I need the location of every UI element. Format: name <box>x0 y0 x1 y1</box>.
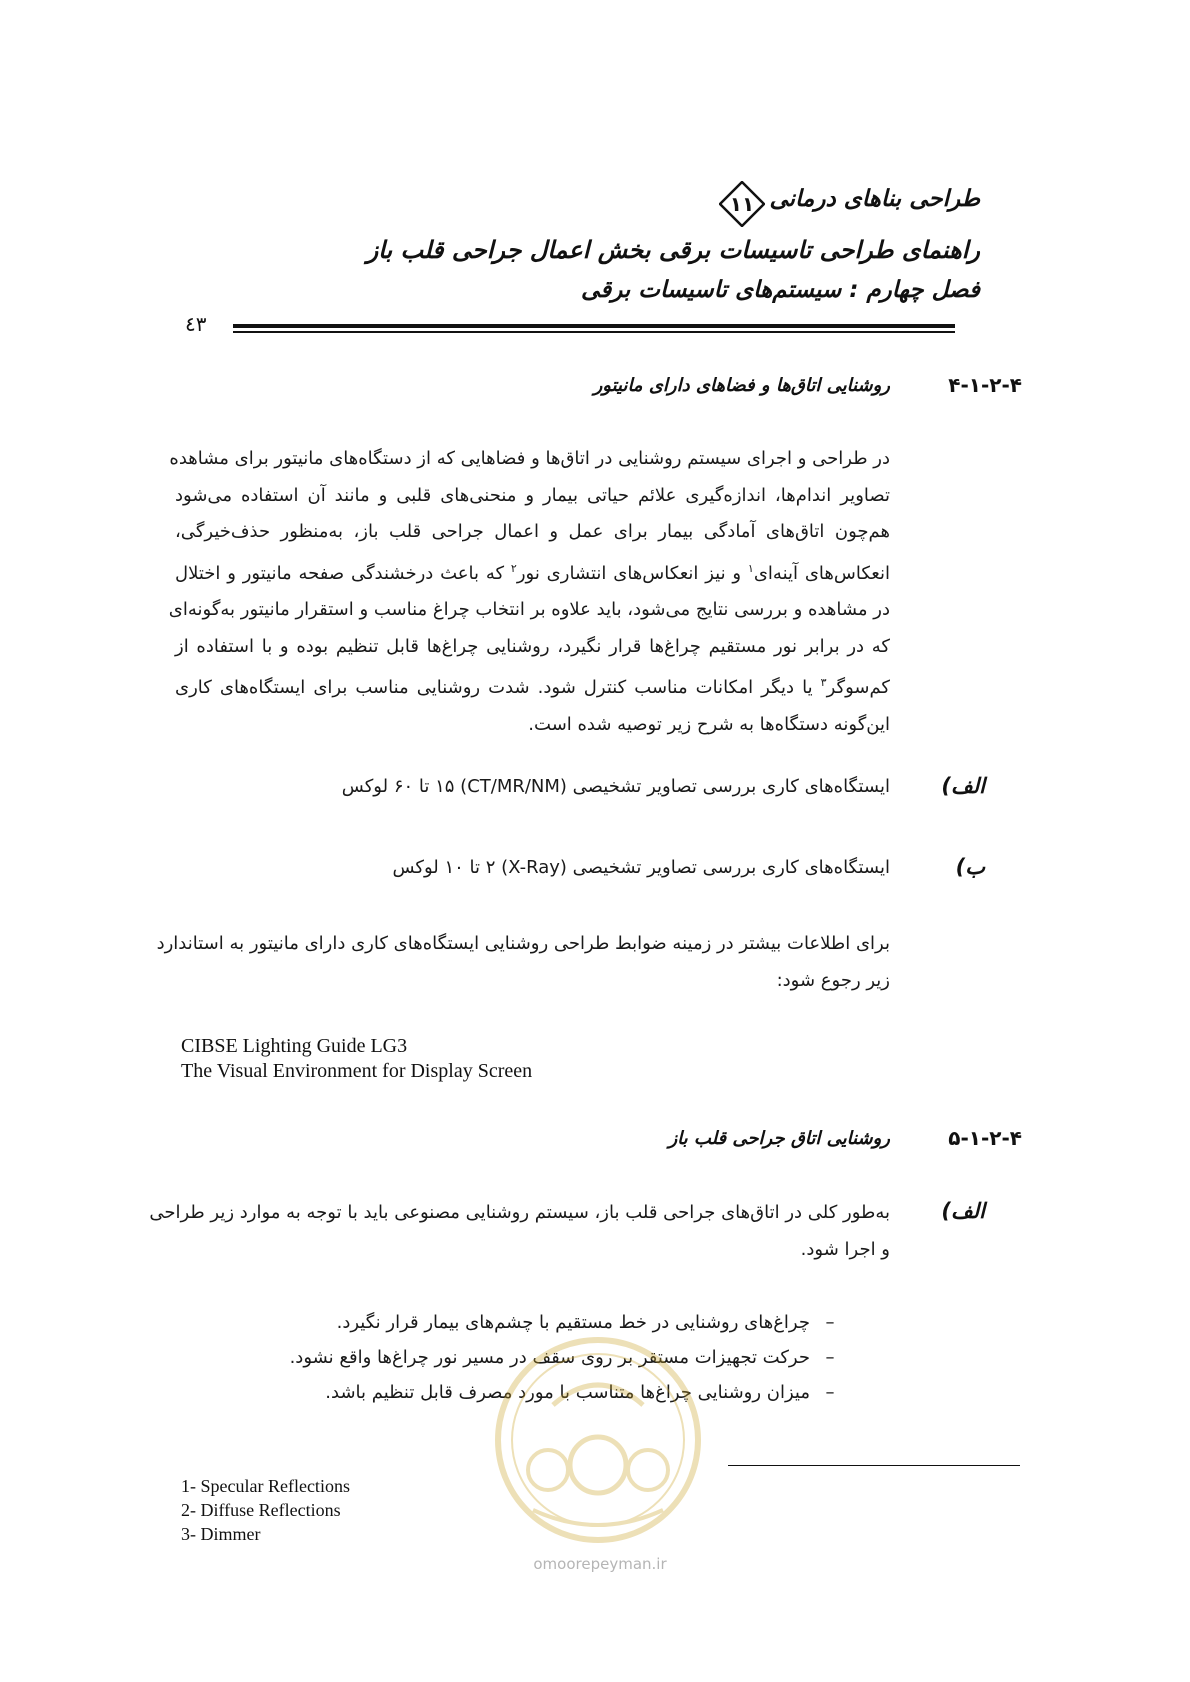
footnote: 3- Dimmer <box>181 1524 261 1544</box>
section-title: روشنایی اتاق جراحی قلب باز <box>668 1128 890 1149</box>
bullet-item: –میزان روشنایی چراغ‌ها متناسب با مورد مصرف قابل تنظیم باشد. <box>325 1382 835 1403</box>
paragraph-line: زیر رجوع شود: <box>776 969 890 991</box>
paragraph-line: این‌گونه دستگاه‌ها به شرح زیر توصیه شده است. <box>528 713 890 735</box>
section-title: روشنایی اتاق‌ها و فضاهای دارای مانیتور <box>593 375 890 396</box>
paragraph-line: که در برابر نور مستقیم چراغ‌ها قرار نگیرد، روشنایی چراغ‌ها قابل تنظیم بوده و با استفاده از <box>175 635 890 657</box>
guide-title: راهنمای طراحی تاسیسات برقی بخش اعمال جراحی قلب باز <box>366 236 980 264</box>
chapter-badge <box>719 181 765 227</box>
paragraph-line: به‌طور کلی در اتاق‌های جراحی قلب باز، سیستم روشنایی مصنوعی باید با توجه به موارد زیر طراحی <box>149 1202 890 1223</box>
watermark-seal-icon <box>493 1335 703 1545</box>
header-rule-thick <box>233 324 955 328</box>
list-item-text: ایستگاه‌های کاری بررسی تصاویر تشخیصی (X-Ray) ۲ تا ۱۰ لوکس <box>392 857 890 878</box>
section-paragraph <box>168 441 890 743</box>
footnote: 2- Diffuse Reflections <box>181 1500 341 1520</box>
paragraph-line: انعکاس‌های آینه‌ای$^۱$ و نیز انعکاس‌های انتشاری نور$^۲$ که باعث درخشندگی صفحه مانیتور و اختلال <box>175 561 890 584</box>
section-paragraph <box>149 1195 890 1268</box>
paragraph-line: برای اطلاعات بیشتر در زمینه ضوابط طراحی روشنایی ایستگاه‌های کاری دارای مانیتور به استاندارد <box>156 933 890 954</box>
bullet-item: –چراغ‌های روشنایی در خط مستقیم با چشم‌های بیمار قرار نگیرد. <box>336 1312 835 1333</box>
header-rule-thin <box>233 331 955 333</box>
footnote-rule <box>728 1465 1020 1466</box>
footnote-mark: ۲ <box>510 561 517 575</box>
reference-title: CIBSE Lighting Guide LG3 <box>181 1035 408 1057</box>
footnote-mark: ۱ <box>747 561 754 575</box>
paragraph-line: و اجرا شود. <box>800 1238 890 1260</box>
section-number: ۵-۱-۲-۴ <box>948 1126 1022 1150</box>
paragraph-line: در مشاهده و بررسی نتایج می‌شود، باید علاوه بر انتخاب چراغ مناسب و استقرار مانیتور به‌گونه‌ای <box>168 599 890 620</box>
list-item-label: الف) <box>941 774 985 798</box>
footnote-mark: ۳ <box>820 676 827 689</box>
more-info-paragraph <box>156 926 890 999</box>
paragraph-line: تصاویر اندام‌ها، اندازه‌گیری علائم حیاتی بیمار و منحنی‌های قلبی و مانند آن استفاده می‌شود <box>175 484 890 506</box>
paragraph-line: کم‌سوگر$^۳$ یا دیگر امکانات مناسب کنترل شود. شدت روشنایی مناسب برای ایستگاه‌های کاری <box>175 676 890 698</box>
paragraph-line: در طراحی و اجرای سیستم روشنایی در اتاق‌ها و فضاهایی که از دستگاه‌های مانیتور برای مشاهده <box>169 448 890 469</box>
list-item-label: ب) <box>955 855 985 879</box>
paragraph-line: هم‌چون اتاق‌های آمادگی بیمار برای عمل و اعمال جراحی قلب باز، به‌منظور حذف‌خیرگی، <box>175 521 890 542</box>
chapter-title: فصل چهارم : سیستم‌های تاسیسات برقی <box>581 277 980 303</box>
reference-subtitle: The Visual Environment for Display Screen <box>181 1060 533 1082</box>
book-title: طراحی بناهای درمانی <box>769 186 980 212</box>
section-number: ۴-۱-۲-۴ <box>948 373 1022 397</box>
list-item-label: الف) <box>941 1199 985 1223</box>
bullet-item: –حرکت تجهیزات مستقر بر روی سقف در مسیر نور چراغ‌ها واقع نشود. <box>289 1347 835 1368</box>
watermark-url: omoorepeyman.ir <box>533 1555 667 1573</box>
list-item-text: ایستگاه‌های کاری بررسی تصاویر تشخیصی (CT/MR/NM) ۱۵ تا ۶۰ لوکس <box>341 776 890 797</box>
footnote: 1- Specular Reflections <box>181 1476 350 1496</box>
page-number: ٤٣ <box>185 312 207 336</box>
badge-number: ۱۱ <box>729 192 755 216</box>
